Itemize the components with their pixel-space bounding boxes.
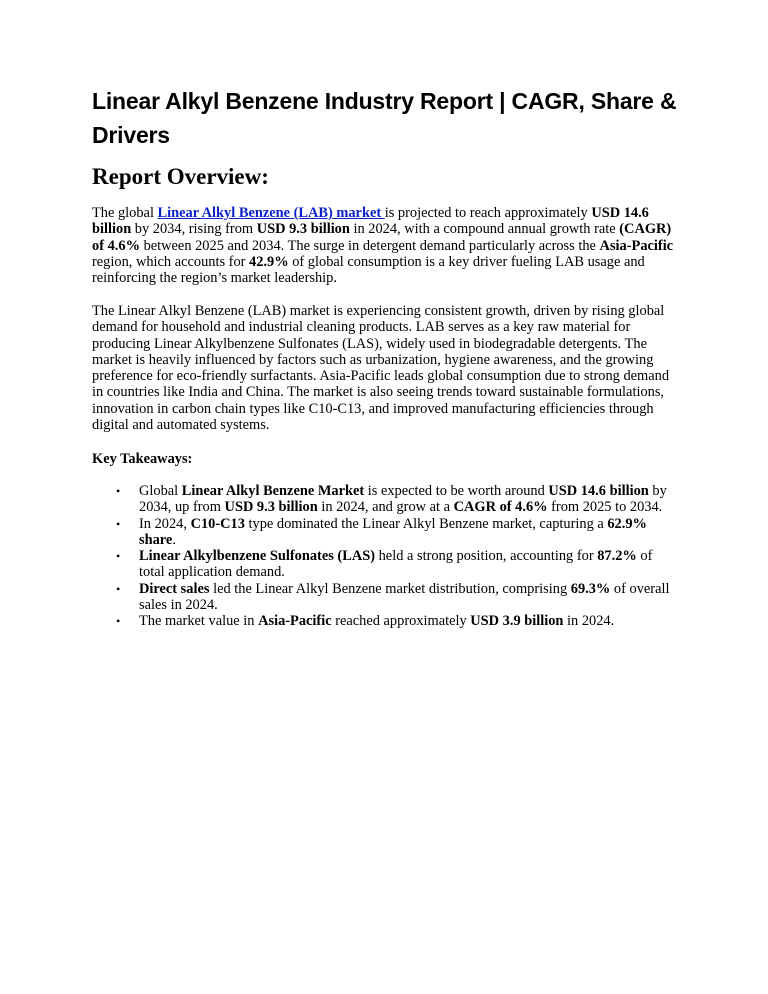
overview-paragraph-1: The global Linear Alkyl Benzene (LAB) market is projected to reach approximately USD 14.6 billion by 2034, rising from USD 9.3 billion in 2024, with a compound annual growth rate (CAGR) of 4.6% between 2025 and 2034. The surge in detergent demand particularly across the Asia-Pacific region, which accounts for 42.9% of global consumption is a key driver fueling LAB usage and reinforcing the region’s market leadership. (92, 205, 674, 287)
bullet-icon: • (116, 549, 121, 564)
bullet-icon: • (116, 516, 121, 531)
list-item: • Global Linear Alkyl Benzene Market is expected to be worth around USD 14.6 billion by 2034, up from USD 9.3 billion in 2024, and grow at a CAGR of 4.6% from 2025 to 2034. (116, 483, 667, 516)
document-title: Linear Alkyl Benzene Industry Report | CAGR, Share & Drivers (92, 88, 677, 148)
list-item: • In 2024, C10-C13 type dominated the Linear Alkyl Benzene market, capturing a 62.9% share. (116, 515, 647, 548)
report-overview-heading: Report Overview: (92, 164, 269, 189)
bullet-icon: • (116, 614, 121, 629)
bullet-icon: • (116, 484, 121, 498)
list-item: • Direct sales led the Linear Alkyl Benzene market distribution, comprising 69.3% of overall sales in 2024. (116, 580, 670, 614)
list-item: • The market value in Asia-Pacific reached approximately USD 3.9 billion in 2024. (116, 613, 615, 630)
key-takeaways-heading: Key Takeaways: (92, 451, 193, 467)
bullet-icon: • (116, 581, 121, 596)
key-takeaways-list (116, 483, 672, 630)
lab-market-link[interactable]: Linear Alkyl Benzene (LAB) market (157, 205, 385, 221)
list-item: • Linear Alkylbenzene Sulfonates (LAS) held a strong position, accounting for 87.2% of total application demand. (116, 548, 653, 581)
overview-paragraph-2: The Linear Alkyl Benzene (LAB) market is experiencing consistent growth, driven by rising global demand for household and industrial cleaning products. LAB serves as a key raw material for producing Linear Alkylbenzene Sulfonates (LAS), widely used in biodegradable detergents. The market is heavily influenced by factors such as urbanization, hygiene awareness, and the growing preference for eco-friendly surfactants. Asia-Pacific leads global consumption due to strong demand in countries like India and China. The market is also seeing trends toward sustainable formulations, innovation in carbon chain types like C10-C13, and improved manufacturing efficiencies through digital and automated systems. (92, 303, 670, 434)
